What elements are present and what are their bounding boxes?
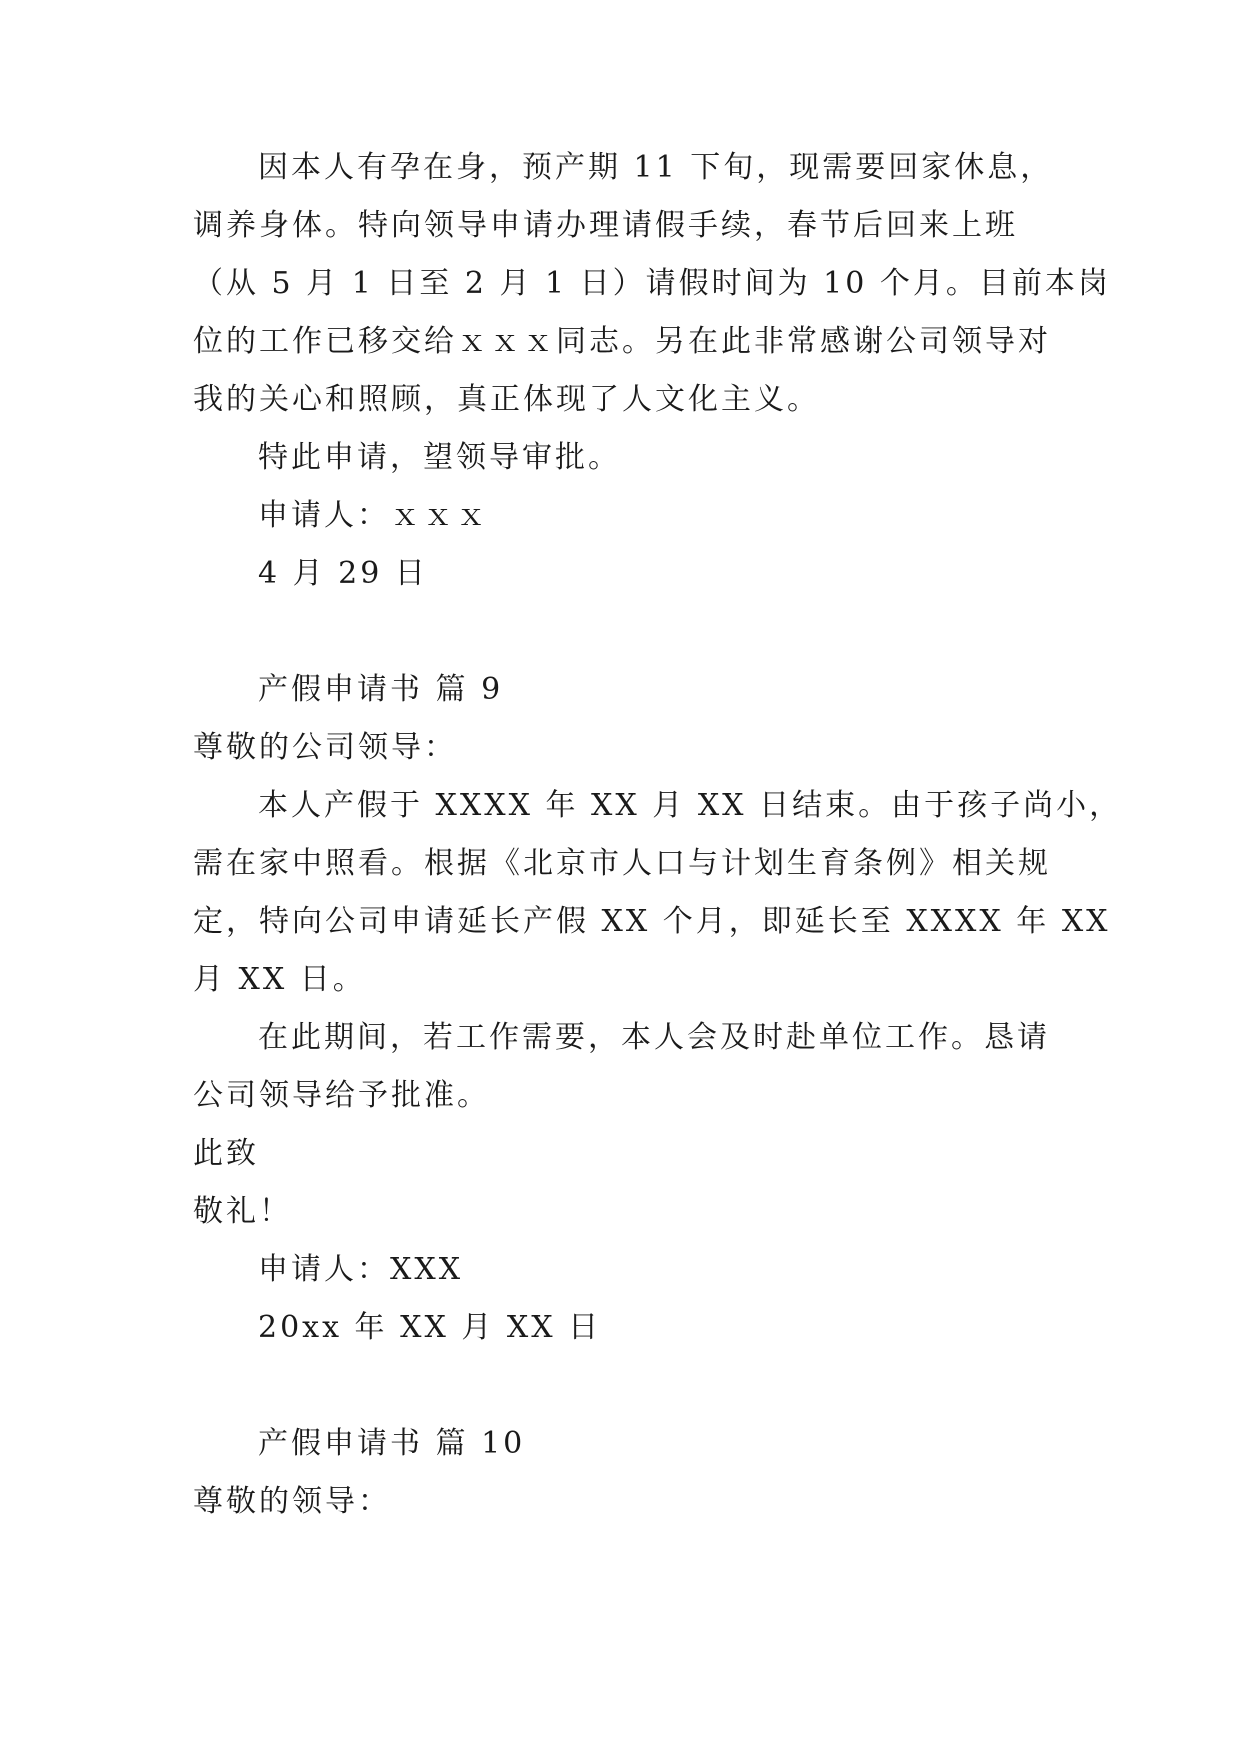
s9-para1-line2: 需在家中照看。根据《北京市人口与计划生育条例》相关规 [193,846,1051,881]
s9-salutation: 尊敬的公司领导： [193,730,457,765]
s8-para1-line5: 我的关心和照顾，真正体现了人文化主义。 [193,382,820,417]
s9-para1-line4: 月 XX 日。 [193,962,366,997]
s8-para1-line3: （从 5 月 1 日至 2 月 1 日）请假时间为 10 个月。目前本岗 [193,266,1111,301]
s10-title: 产假申请书 篇 10 [258,1426,526,1461]
s8-para1-line4: 位的工作已移交给ｘｘｘ同志。另在此非常感谢公司领导对 [193,324,1051,359]
s9-cizhi: 此致 [193,1136,259,1171]
s9-para2-line1: 在此期间，若工作需要，本人会及时赴单位工作。恳请 [258,1020,1050,1055]
s9-para1-line1: 本人产假于 XXXX 年 XX 月 XX 日结束。由于孩子尚小， [258,788,1123,823]
s9-date: 20xx 年 XX 月 XX 日 [258,1310,602,1345]
s10-salutation: 尊敬的领导： [193,1484,391,1519]
s9-jingli: 敬礼！ [193,1194,292,1229]
s9-para1-line3: 定，特向公司申请延长产假 XX 个月，即延长至 XXXX 年 XX [193,904,1111,939]
s8-date: 4 月 29 日 [258,556,428,591]
s8-applicant: 申请人：ｘｘｘ [258,498,489,533]
s9-applicant: 申请人：XXX [258,1252,464,1287]
s9-title: 产假申请书 篇 9 [258,672,504,707]
s8-closing: 特此申请，望领导审批。 [258,440,621,475]
s8-para1-line1: 因本人有孕在身，预产期 11 下旬，现需要回家休息， [258,150,1054,185]
s9-para2-line2: 公司领导给予批准。 [193,1078,490,1113]
s8-para1-line2: 调养身体。特向领导申请办理请假手续，春节后回来上班 [193,208,1018,243]
